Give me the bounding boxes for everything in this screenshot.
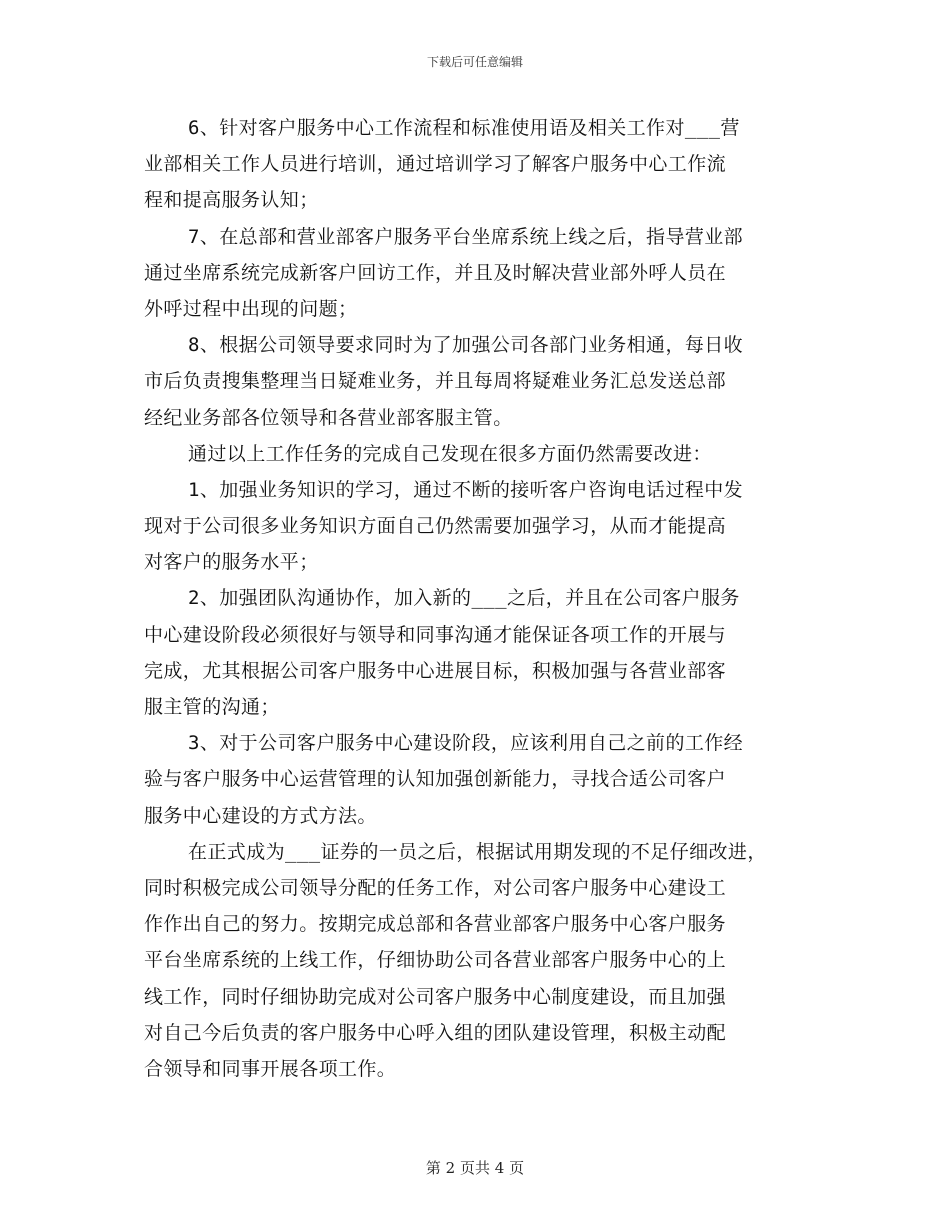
text-line: 市后负责搜集整理当日疑难业务，并且每周将疑难业务汇总发送总部 (144, 370, 727, 393)
text-line: 通过以上工作任务的完成自己发现在很多方面仍然需要改进： (188, 442, 712, 465)
text-line: 合领导和同事开展各项工作。 (144, 1057, 397, 1080)
text-line: 对客户的服务水平； (144, 551, 319, 574)
page-number-footer: 第 2 页共 4 页 (425, 1159, 525, 1177)
text-line: 服务中心建设的方式方法。 (144, 804, 377, 827)
text-line: 3、对于公司客户服务中心建设阶段，应该利用自己之前的工作经 (188, 732, 744, 755)
text-line: 对自己今后负责的客户服务中心呼入组的团队建设管理，积极主动配 (144, 1021, 727, 1044)
text-line: 7、在总部和营业部客户服务平台坐席系统上线之后，指导营业部 (188, 225, 744, 248)
paragraph-conclusion (144, 834, 834, 1087)
paragraph-item-7 (144, 219, 834, 328)
text-line: 验与客户服务中心运营管理的认知加强创新能力，寻找合适公司客户 (144, 768, 727, 791)
text-line: 业部相关工作人员进行培训，通过培训学习了解客户服务中心工作流 (144, 153, 727, 176)
text-line: 平台坐席系统的上线工作，仔细协助公司各营业部客户服务中心的上 (144, 949, 727, 972)
paragraph-improvement-3 (144, 725, 834, 834)
paragraph-item-6 (144, 110, 834, 219)
text-line: 1、加强业务知识的学习，通过不断的接听客户咨询电话过程中发 (188, 478, 744, 501)
text-line: 线工作，同时仔细协助完成对公司客户服务中心制度建设，而且加强 (144, 985, 727, 1008)
text-line: 6、针对客户服务中心工作流程和标准使用语及相关工作对___营 (188, 117, 740, 139)
text-line: 中心建设阶段必须很好与领导和同事沟通才能保证各项工作的开展与 (144, 623, 727, 646)
text-line: 程和提高服务认知； (144, 189, 319, 212)
text-line: 经纪业务部各位领导和各营业部客服主管。 (144, 406, 513, 429)
text-line: 通过坐席系统完成新客户回访工作，并且及时解决营业部外呼人员在 (144, 261, 727, 284)
text-line: 外呼过程中出现的问题； (144, 297, 358, 320)
paragraph-improvement-1 (144, 472, 834, 581)
text-line: 8、根据公司领导要求同时为了加强公司各部门业务相通，每日收 (188, 334, 744, 357)
page-header: 下载后可任意编辑 (426, 55, 523, 69)
text-line: 在正式成为___证券的一员之后，根据试用期发现的不足仔细改进， (188, 840, 767, 863)
paragraph-improvement-2 (144, 580, 834, 725)
document-body (144, 110, 834, 1087)
text-line: 现对于公司很多业务知识方面自己仍然需要加强学习，从而才能提高 (144, 515, 727, 538)
paragraph-item-8 (144, 327, 834, 436)
text-line: 作作出自己的努力。按期完成总部和各营业部客户服务中心客户服务 (144, 913, 727, 936)
text-line: 同时积极完成公司领导分配的任务工作，对公司客户服务中心建设工 (144, 876, 727, 899)
paragraph-improvement-intro (144, 436, 834, 472)
text-line: 完成，尤其根据公司客户服务中心进展目标，积极加强与各营业部客 (144, 659, 727, 682)
text-line: 2、加强团队沟通协作，加入新的___之后，并且在公司客户服务 (188, 587, 740, 610)
text-line: 服主管的沟通； (144, 696, 280, 718)
